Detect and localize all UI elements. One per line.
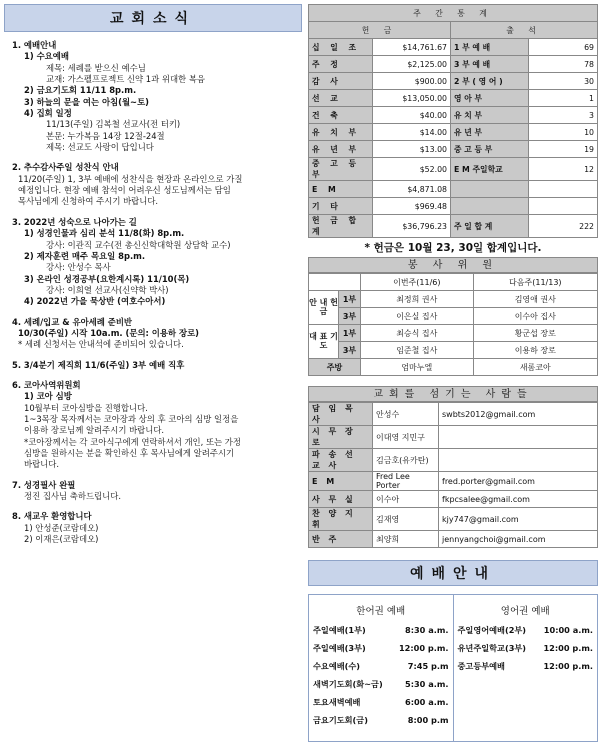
attendance-count	[529, 198, 598, 215]
staff-role: 사 무 실	[309, 491, 373, 508]
news-line: 목사님에게 신청하여 주시기 바랍니다.	[18, 196, 159, 207]
service-cell: 엄마누엘	[361, 359, 474, 376]
worship-time: 12:00 p.m.	[543, 661, 593, 671]
korean-worship	[309, 595, 453, 741]
news-line: 제목: 선교도 사랑이 답입니다	[46, 142, 154, 153]
attendance-label: 3 부 예 배	[451, 56, 529, 73]
staff-name: 김금호(유카탄)	[373, 449, 439, 472]
offering-label: 중 고 등 부	[309, 158, 373, 181]
news-section	[12, 511, 298, 545]
staff-name: 안성수	[373, 403, 439, 426]
offering-amount: $13.00	[373, 141, 451, 158]
news-line: 교재: 가스펠프로젝트 신약 1과 위대한 복음	[46, 74, 205, 85]
news-section	[12, 317, 298, 351]
attendance-count: 69	[529, 39, 598, 56]
news-line: 6. 코아사역위원회	[12, 379, 81, 390]
offering-label: E M	[309, 181, 373, 198]
news-line: 8. 새교우 환영합니다	[12, 511, 92, 522]
service-cell: 김영애 권사	[473, 291, 597, 308]
worship-row	[313, 715, 449, 733]
news-line: 1) 안성준(코람데오)	[24, 522, 99, 533]
worship-name: 토요새벽예배	[313, 697, 361, 707]
worship-row	[313, 679, 449, 697]
usher-offering-group: 안 내 헌 금	[309, 291, 339, 325]
staff-row	[309, 403, 598, 426]
news-line: 2) 이재은(코람데오)	[24, 534, 99, 545]
attendance-count: 3	[529, 107, 598, 124]
offering-amount: $36,796.23	[373, 215, 451, 238]
service-committee-table	[308, 273, 598, 376]
offering-label: 선 교	[309, 90, 373, 107]
news-line: 예정입니다. 현장 예배 참석이 어려우신 성도님께서는 담임	[18, 185, 231, 196]
attendance-label: 유 치 부	[451, 107, 529, 124]
news-line: *코아장께서는 각 코아식구에게 연락하셔서 개인, 또는 가정	[24, 436, 241, 447]
staff-name: 이대영 지민구	[373, 426, 439, 449]
news-line: 본문: 누가복음 14장 12절-24절	[46, 130, 165, 141]
service-1st: 1부	[339, 291, 361, 308]
staff-role: 찬 양 지 휘	[309, 508, 373, 531]
worship-row	[458, 625, 594, 643]
offering-label: 기 타	[309, 198, 373, 215]
news-line: 4) 집회 일정	[24, 108, 72, 119]
news-line: 11/13(주일) 김복철 선교사(전 터키)	[46, 119, 181, 130]
attendance-label	[451, 198, 529, 215]
offering-amount: $52.00	[373, 158, 451, 181]
english-worship-title: 영어권 예배	[500, 606, 550, 617]
news-line: 4. 세례/입교 & 유아세례 준비반	[12, 316, 133, 327]
staff-role: 반 주	[309, 531, 373, 548]
news-line: 강사: 안성수 목사	[46, 262, 111, 273]
staff-row	[309, 491, 598, 508]
stats-row	[309, 198, 598, 215]
attendance-count: 19	[529, 141, 598, 158]
news-line: 심방을 원하시는 분을 확인하신 후 목사님에게 알려주시기	[24, 448, 235, 458]
staff-name: Fred Lee Porter	[373, 472, 439, 491]
worship-time: 7:45 p.m	[407, 661, 449, 671]
worship-name: 수요예배(수)	[313, 661, 361, 671]
worship-box	[308, 594, 598, 742]
attendance-label: E M 주일학교	[451, 158, 529, 181]
staff-role: 담 임 목 사	[309, 403, 373, 426]
news-line: 5. 3/4분기 제직회 11/6(주일) 3부 예배 직후	[12, 359, 185, 370]
news-line: 강사: 이희열 선교사(신약학 박사)	[46, 284, 169, 295]
prayer-group: 대 표 기 도	[309, 325, 339, 359]
worship-name: 주일예배(1부)	[313, 625, 366, 635]
offering-amount: $40.00	[373, 107, 451, 124]
worship-row	[313, 643, 449, 661]
worship-name: 중고등부예배	[457, 661, 505, 671]
attendance-count: 222	[529, 215, 598, 238]
offering-column-header: 헌 금	[309, 22, 451, 39]
staff-row	[309, 449, 598, 472]
news-section	[12, 162, 298, 207]
attendance-count: 12	[529, 158, 598, 181]
news-line: 2) 금요기도회 11/11 8p.m.	[24, 85, 137, 96]
this-week-header: 이번주(11/6)	[361, 274, 474, 291]
news-section	[12, 40, 298, 153]
news-line: 2) 제자훈련 매주 목요일 8p.m.	[24, 250, 146, 261]
worship-time: 8:30 a.m.	[405, 625, 449, 635]
attendance-count: 78	[529, 56, 598, 73]
service-cell: 임준철 집사	[361, 342, 474, 359]
worship-time: 6:00 a.m.	[405, 697, 449, 707]
staff-row	[309, 508, 598, 531]
stats-row	[309, 90, 598, 107]
news-line: 1~3목장 목자께서는 코아장과 상의 후 코아의 심방 일정을	[24, 413, 239, 424]
attendance-label: 1 부 예 배	[451, 39, 529, 56]
news-line: 3. 2022년 성숙으로 나아가는 길	[12, 216, 137, 227]
attendance-label: 중 고 등 부	[451, 141, 529, 158]
worship-row	[313, 625, 449, 643]
english-worship	[453, 595, 598, 741]
stats-row	[309, 107, 598, 124]
staff-row	[309, 472, 598, 491]
news-line: 제목: 세례를 받으신 예수님	[46, 62, 146, 73]
worship-name: 주일예배(3부)	[313, 643, 366, 653]
stats-row	[309, 56, 598, 73]
staff-role: 파 송 선 교 사	[309, 449, 373, 472]
staff-header: 교회를 섬기는 사람들	[308, 386, 598, 402]
worship-time: 12:00 p.m.	[543, 643, 593, 653]
attendance-label: 2 부 ( 영 어 )	[451, 73, 529, 90]
worship-time: 8:00 p.m	[407, 715, 449, 725]
worship-time: 12:00 p.m.	[398, 643, 449, 653]
staff-email	[439, 426, 598, 449]
stats-row	[309, 39, 598, 56]
worship-name: 유년주일학교(3부)	[457, 643, 527, 653]
news-line: 7. 성경필사 완필	[12, 479, 76, 490]
attendance-count	[529, 181, 598, 198]
news-line: * 세례 신청서는 안내석에 준비되어 있습니다.	[18, 339, 184, 350]
news-line: 이용하 장로님께 알려주시기 바랍니다.	[24, 425, 165, 436]
service-cell: 이은실 집사	[361, 308, 474, 325]
offering-amount: $969.48	[373, 198, 451, 215]
worship-row	[313, 661, 449, 679]
stats-row	[309, 181, 598, 198]
service-cell: 최승식 집사	[361, 325, 474, 342]
offering-label: 유 년 부	[309, 141, 373, 158]
offering-amount: $900.00	[373, 73, 451, 90]
attendance-column-header: 출 석	[451, 22, 598, 39]
church-news-header: 교회소식	[4, 4, 302, 32]
staff-table	[308, 402, 598, 548]
weekly-stats-header: 주 간 통 계	[309, 5, 598, 22]
service-committee-header: 봉 사 위 원	[308, 257, 598, 273]
stats-row	[309, 73, 598, 90]
staff-row	[309, 426, 598, 449]
service-cell: 최정희 권사	[361, 291, 474, 308]
offering-amount: $2,125.00	[373, 56, 451, 73]
staff-email: swbts2012@gmail.com	[439, 403, 598, 426]
worship-time: 5:30 a.m.	[405, 679, 449, 689]
worship-time: 10:00 a.m.	[543, 625, 593, 635]
news-line: 10/30(주일) 시작 10a.m. (문의: 이용하 장로)	[18, 327, 199, 338]
offering-amount: $4,871.08	[373, 181, 451, 198]
news-section	[12, 480, 298, 503]
worship-row	[313, 697, 449, 715]
offering-amount: $14,761.67	[373, 39, 451, 56]
service-1st: 1부	[339, 325, 361, 342]
service-cell: 황군섭 장로	[473, 325, 597, 342]
stats-row	[309, 124, 598, 141]
worship-name: 주일영어예배(2부)	[457, 625, 527, 635]
news-line: 3) 온라인 성경공부(요한계시록) 11/10(목)	[24, 273, 190, 284]
news-section	[12, 360, 298, 371]
news-line: 정진 집사님 축하드립니다.	[24, 491, 121, 502]
church-news-column	[4, 4, 302, 716]
news-line: 2. 추수감사주일 성찬식 안내	[12, 162, 119, 173]
stats-row	[309, 215, 598, 238]
worship-row	[458, 661, 594, 679]
attendance-count: 30	[529, 73, 598, 90]
news-line: 바랍니다.	[24, 459, 60, 470]
service-cell: 이용하 장로	[473, 342, 597, 359]
worship-row	[458, 643, 594, 661]
attendance-count: 1	[529, 90, 598, 107]
offering-label: 건 축	[309, 107, 373, 124]
staff-role: 시 무 장 로	[309, 426, 373, 449]
attendance-label	[451, 181, 529, 198]
news-line: 4) 2022년 가을 묵상반 (여호수아서)	[24, 296, 166, 307]
offering-label: 감 사	[309, 73, 373, 90]
staff-role: E M	[309, 472, 373, 491]
staff-row	[309, 531, 598, 548]
service-3rd: 3부	[339, 308, 361, 325]
offering-label: 유 치 부	[309, 124, 373, 141]
attendance-label: 주 일 합 계	[451, 215, 529, 238]
church-news-body	[4, 32, 302, 545]
news-line: 10월부터 코아심방을 진행합니다.	[24, 402, 148, 413]
staff-email	[439, 449, 598, 472]
offering-amount: $13,050.00	[373, 90, 451, 107]
next-week-header: 다음주(11/13)	[473, 274, 597, 291]
staff-email: kjy747@gmail.com	[439, 508, 598, 531]
attendance-count: 10	[529, 124, 598, 141]
staff-name: 이수아	[373, 491, 439, 508]
offering-amount: $14.00	[373, 124, 451, 141]
korean-worship-title: 한어권 예배	[356, 606, 406, 617]
staff-name: 김재영	[373, 508, 439, 531]
staff-email: fkpcsalee@gmail.com	[439, 491, 598, 508]
news-line: 강사: 이관직 교수(전 총신신학대학원 상담학 교수)	[46, 239, 231, 250]
news-line: 1) 코아 심방	[24, 391, 72, 402]
staff-name: 최양희	[373, 531, 439, 548]
service-3rd: 3부	[339, 342, 361, 359]
offering-note: * 헌금은 10월 23, 30일 합계입니다.	[364, 242, 542, 254]
offering-label: 주 정	[309, 56, 373, 73]
news-line: 1. 예배안내	[12, 40, 57, 50]
stats-row	[309, 158, 598, 181]
staff-email: fred.porter@gmail.com	[439, 472, 598, 491]
news-line: 1) 성경인물과 심리 분석 11/8(화) 8p.m.	[24, 228, 185, 239]
attendance-label: 유 년 부	[451, 124, 529, 141]
staff-email: jennyangchoi@gmail.com	[439, 531, 598, 548]
worship-name: 새벽기도회(화~금)	[313, 679, 383, 689]
stats-row	[309, 141, 598, 158]
offering-label: 헌 금 합 계	[309, 215, 373, 238]
news-line: 3) 하늘의 문을 여는 아침(월~토)	[24, 96, 149, 107]
worship-header: 예배안내	[308, 560, 598, 586]
service-cell: 이수아 집사	[473, 308, 597, 325]
service-cell: 새롬코아	[473, 359, 597, 376]
kitchen-label: 주방	[309, 359, 361, 376]
news-section	[12, 380, 298, 471]
attendance-label: 영 아 부	[451, 90, 529, 107]
worship-name: 금요기도회(금)	[313, 715, 368, 725]
news-line: 1) 수요예배	[24, 51, 69, 62]
news-line: 11/20(주일) 1, 3부 예배에 성찬식을 현장과 온라인으로 가질	[18, 173, 243, 184]
news-section	[12, 217, 298, 308]
weekly-stats-table	[308, 4, 598, 238]
right-column	[308, 4, 598, 725]
offering-label: 십 일 조	[309, 39, 373, 56]
